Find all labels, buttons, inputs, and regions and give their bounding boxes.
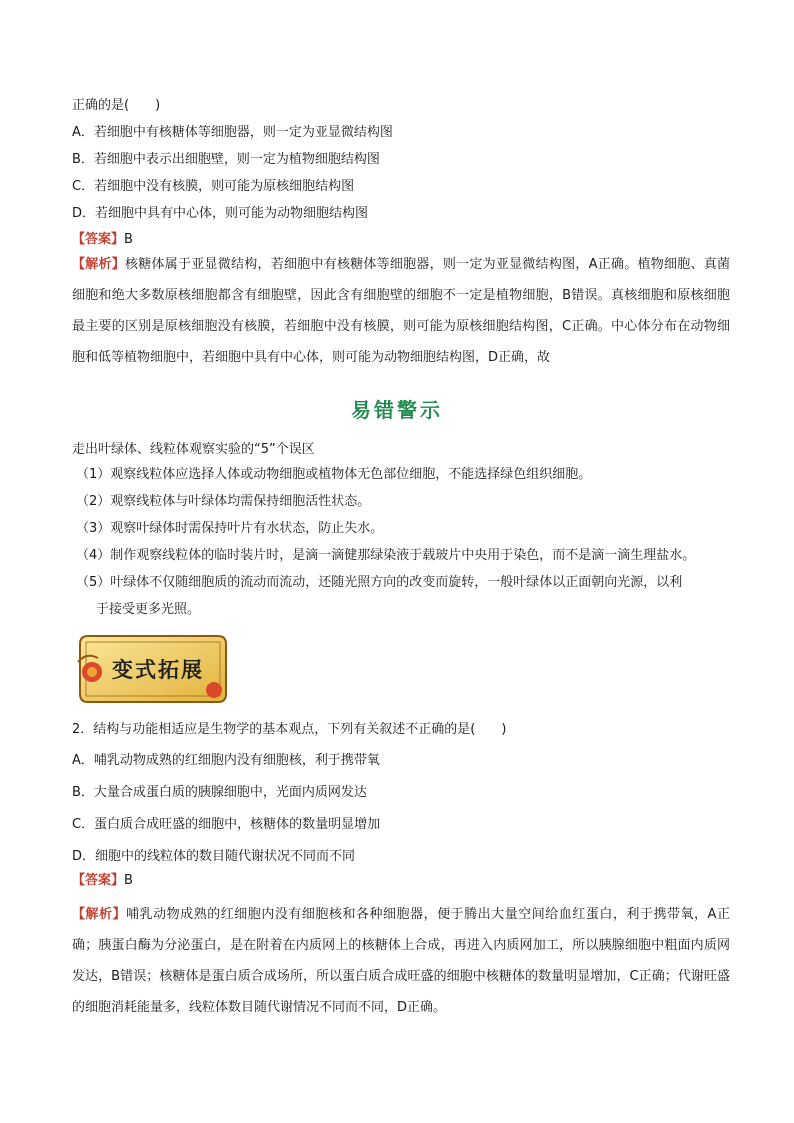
section-title-warning: 易错警示 (351, 398, 443, 422)
q1-analysis (72, 249, 730, 373)
q1-option-a: A．若细胞中有核糖体等细胞器，则一定为亚显微结构图 (72, 125, 393, 140)
q1-option-c: C．若细胞中没有核膜，则可能为原核细胞结构图 (72, 179, 355, 194)
q2-option-a: A．哺乳动物成熟的红细胞内没有细胞核，利于携带氧 (72, 753, 380, 768)
q2-answer (72, 871, 732, 891)
warning-item-3: （3）观察叶绿体时需保持叶片有水状态，防止失水。 (76, 521, 384, 536)
q2-analysis (72, 899, 730, 1023)
q2-analysis-label: 【解析】 (72, 907, 127, 922)
warning-item-2: （2）观察线粒体与叶绿体均需保持细胞活性状态。 (76, 494, 371, 509)
warning-item-4: （4）制作观察线粒体的临时装片时，是滴一滴健那绿染液于载玻片中央用于染色，而不是滴一滴生理盐水。 (76, 548, 696, 563)
q1-option-d: D．若细胞中具有中心体，则可能为动物细胞结构图 (72, 206, 369, 221)
q1-analysis-text: 核糖体属于亚显微结构，若细胞中有核糖体等细胞器，则一定为亚显微结构图，A正确。植物细胞、真菌细胞和绝大多数原核细胞都含有细胞壁，因此含有细胞壁的细胞不一定是植物细胞，B错误。真核细胞和原核细胞最主要的区别是原核细胞没有核膜，若细胞中没有核膜，则可能为原核细胞结构图，C正确。中心体分布在动物细胞和低等植物细胞中，若细胞中具有中心体，则可能为动物细胞结构图，D正确，故 (72, 257, 730, 365)
warning-item-5-cont: 于接受更多光照。 (96, 602, 201, 617)
warning-item-5: （5）叶绿体不仅随细胞质的流动而流动，还随光照方向的改变而旋转，一般叶绿体以正面朝向光源，以利 (76, 575, 683, 590)
q1-answer (72, 230, 732, 250)
q2-analysis-text: 哺乳动物成熟的红细胞内没有细胞核和各种细胞器，便于腾出大量空间给血红蛋白，利于携带氧，A正确；胰蛋白酶为分泌蛋白，是在附着在内质网上的核糖体上合成，再进入内质网加工，所以胰腺细胞中粗面内质网发达，B错误；核糖体是蛋白质合成场所，所以蛋白质合成旺盛的细胞中核糖体的数量明显增加，C正确；代谢旺盛的细胞消耗能量多，线粒体数目随代谢情况不同而不同，D正确。 (72, 907, 730, 1015)
q2-option-c: C．蛋白质合成旺盛的细胞中，核糖体的数量明显增加 (72, 817, 381, 832)
q1-option-b: B．若细胞中表示出细胞壁，则一定为植物细胞结构图 (72, 152, 380, 167)
q2-option-b: B．大量合成蛋白质的胰腺细胞中，光面内质网发达 (72, 785, 367, 800)
warning-intro: 走出叶绿体、线粒体观察实验的“5”个误区 (72, 442, 315, 457)
q1-stem-tail: 正确的是( ) (72, 98, 161, 113)
banner-text: 变式拓展 (112, 657, 204, 682)
warning-item-1: （1）观察线粒体应选择人体或动物细胞或植物体无色部位细胞，不能选择绿色组织细胞。 (76, 467, 592, 482)
q1-answer-label: 【答案】 (72, 232, 125, 247)
q2-stem: 2．结构与功能相适应是生物学的基本观点，下列有关叙述不正确的是( ) (72, 722, 507, 737)
q2-answer-value: B (124, 873, 133, 888)
q1-answer-value: B (124, 232, 133, 247)
q2-option-d: D．细胞中的线粒体的数目随代谢状况不同而不同 (72, 849, 356, 864)
variant-banner (72, 632, 232, 706)
q2-answer-label: 【答案】 (72, 873, 125, 888)
q1-analysis-label: 【解析】 (72, 257, 125, 272)
